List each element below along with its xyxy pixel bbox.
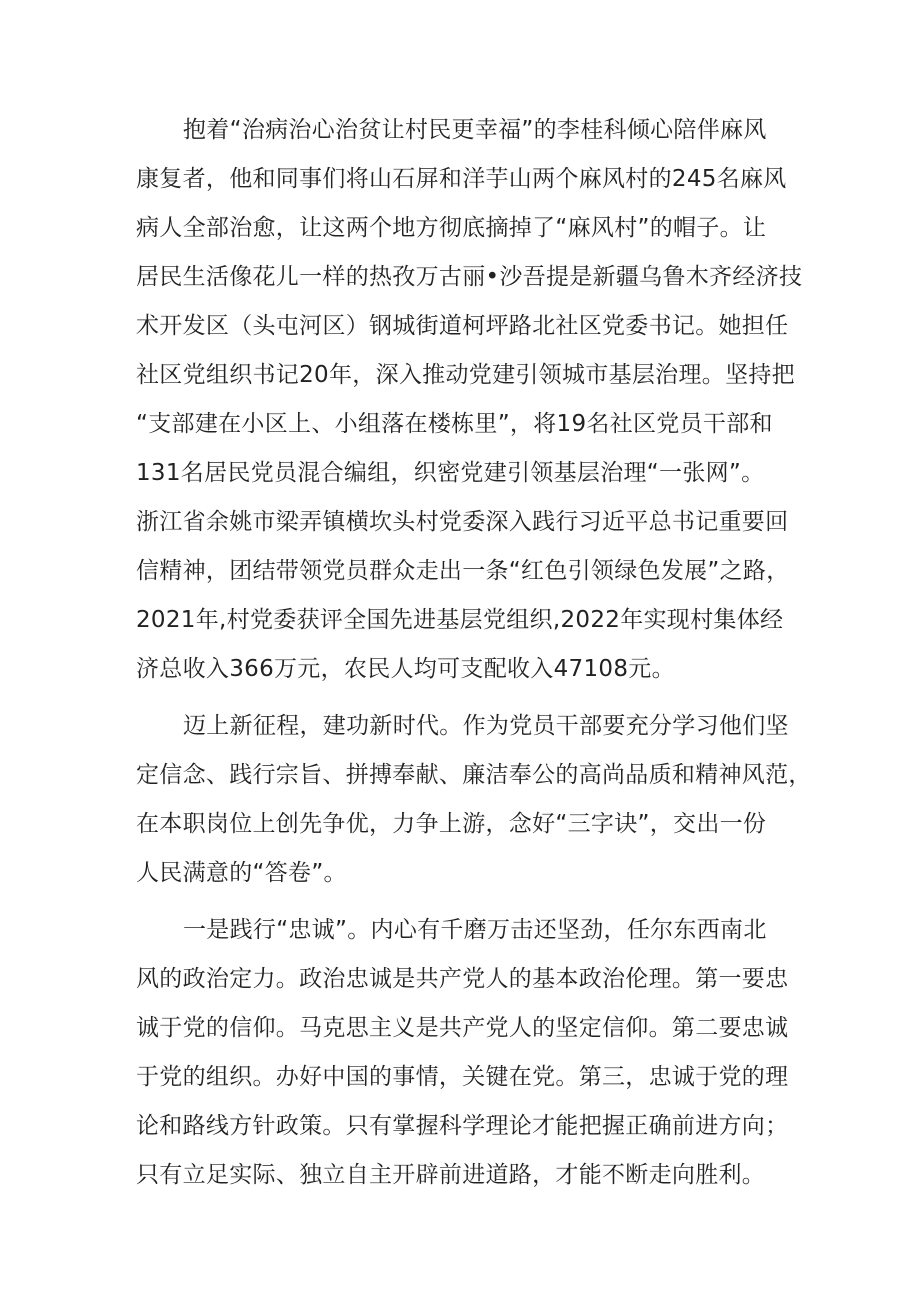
paragraph-2-line-3: 在本职岗位上创先争优，力争上游，念好“三字诀”，交出一份 (136, 811, 767, 837)
paragraph-2-line-2: 定信念、践行宗旨、拼搏奉献、廉洁奉公的高尚品质和精神风范， (136, 762, 812, 788)
paragraph-1-line-11: 2021年,村党委获评全国先进基层党组织,2022年实现村集体经 (136, 607, 784, 633)
paragraph-1-line-5: 术开发区（头屯河区）钢城街道柯坪路北社区党委书记。她担任 (136, 313, 789, 339)
paragraph-2-line-4: 人民满意的“答卷”。 (136, 860, 347, 886)
paragraph-1-line-10: 信精神，团结带领党员群众走出一条“红色引领绿色发展”之路， (136, 558, 790, 584)
paragraph-1-line-3: 病人全部治愈，让这两个地方彻底摘掉了“麻风村”的帽子。让 (136, 215, 767, 241)
paragraph-1-line-12: 济总收入366万元，农民人均可支配收入47108元。 (136, 656, 675, 682)
paragraph-3-line-3: 诚于党的信仰。马克思主义是共产党人的坚定信仰。第二要忠诚 (136, 1015, 789, 1041)
paragraph-1-line-4: 居民生活像花儿一样的热孜万古丽•沙吾提是新疆乌鲁木齐经济技 (136, 264, 803, 290)
paragraph-1-line-2: 康复者，他和同事们将山石屏和洋芋山两个麻风村的245名麻风 (136, 166, 787, 192)
paragraph-1-line-8: 131名居民党员混合编组，织密党建引领基层治理“一张网”。 (136, 460, 765, 486)
paragraph-1-line-7: “支部建在小区上、小组落在楼栋里”，将19名社区党员干部和 (136, 411, 773, 437)
paragraph-3-line-6: 只有立足实际、独立自主开辟前进道路，才能不断走向胜利。 (136, 1162, 766, 1188)
paragraph-3-line-5: 论和路线方针政策。只有掌握科学理论才能把握正确前进方向； (136, 1113, 789, 1139)
paragraph-1-line-1: 抱着“治病治心治贫让村民更幸福”的李桂科倾心陪伴麻风 (183, 117, 767, 143)
paragraph-1-line-9: 浙江省余姚市梁弄镇横坎头村党委深入践行习近平总书记重要回 (136, 509, 789, 535)
paragraph-1-line-6: 社区党组织书记20年，深入推动党建引领城市基层治理。坚持把 (136, 362, 795, 388)
paragraph-3-line-4: 于党的组织。办好中国的事情，关键在党。第三，忠诚于党的理 (136, 1064, 789, 1090)
paragraph-2-line-1: 迈上新征程，建功新时代。作为党员干部要充分学习他们坚 (183, 713, 789, 739)
paragraph-3-line-2: 风的政治定力。政治忠诚是共产党人的基本政治伦理。第一要忠 (136, 966, 789, 992)
paragraph-3-line-1: 一是践行“忠诚”。内心有千磨万击还坚劲，任尔东西南北 (183, 917, 767, 943)
